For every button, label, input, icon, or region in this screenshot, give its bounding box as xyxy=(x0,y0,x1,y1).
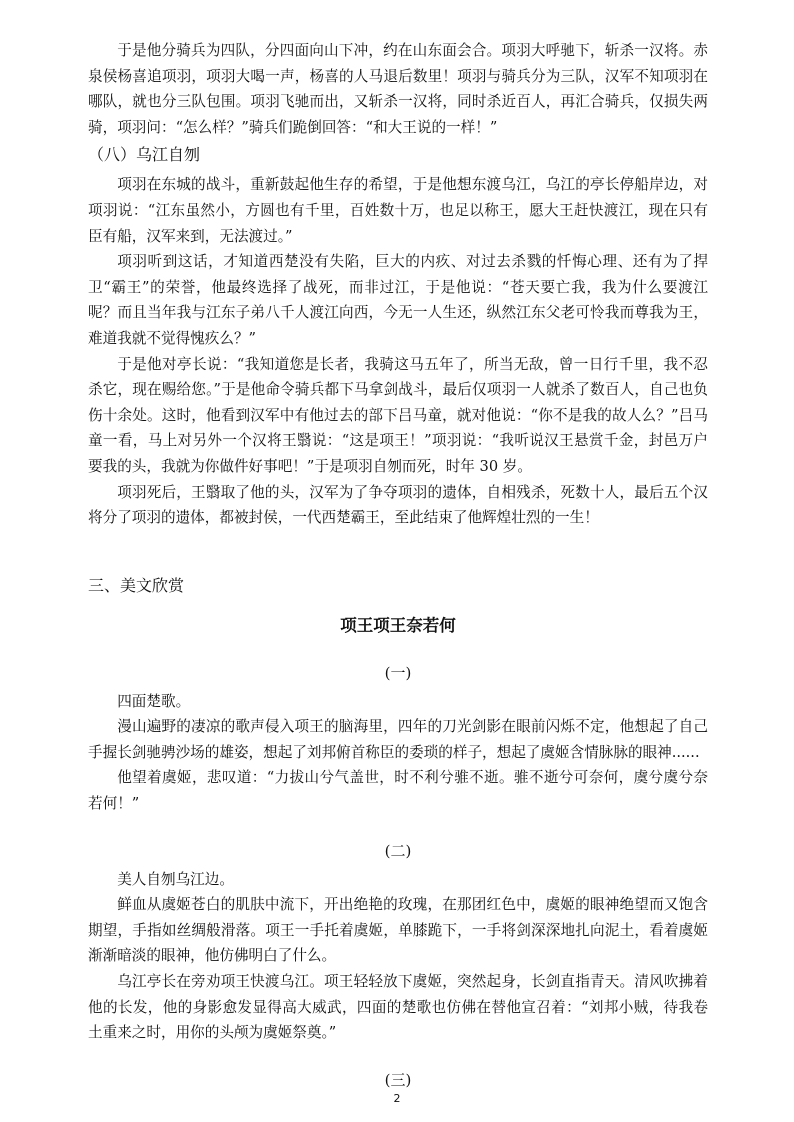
paragraph-part1-1: 四面楚歌。 xyxy=(117,692,191,710)
paragraph-part1-2: 漫山遍野的凄凉的歌声侵入项王的脑海里，四年的刀光剑影在眼前闪烁不定，他想起了自己手握长剑驰骋沙场的雄姿，想起了刘邦俯首称臣的委琐的样子，想起了虞姬含情脉脉的眼神...... xyxy=(88,718,708,761)
part-label-3: (三) xyxy=(384,1070,412,1089)
paragraph-battle-end: 于是他分骑兵为四队，分四面向山下冲，约在山东面会合。项羽大呼驰下，斩杀一汉将。赤泉侯杨喜追项羽，项羽大喝一声，杨喜的人马退后数里！项羽与骑兵分为三队，汉军不知项羽在哪队，就也分三队包围。项羽飞驰而出，又斩杀一汉将，同时杀近百人，再汇合骑兵，仅损失两骑，项羽问：“怎么样？”骑兵们跪倒回答：“和大王说的一样！” xyxy=(88,42,708,136)
paragraph-part1-3: 他望着虞姬，悲叹道：“力拔山兮气盖世，时不利兮骓不逝。骓不逝兮可奈何，虞兮虞兮奈若何！” xyxy=(88,769,708,813)
article-title: 项王项王奈若何 xyxy=(340,615,456,635)
section-heading-appreciation: 三、美文欣赏 xyxy=(88,575,185,595)
paragraph-wujiang-4: 项羽死后，王翳取了他的头，汉军为了争夺项羽的遗体，自相残杀，死数十人，最后五个汉将分了项羽的遗体，都被封侯，一代西楚霸王，至此结束了他辉煌壮烈的一生！ xyxy=(88,483,708,527)
paragraph-wujiang-3: 于是他对亭长说：“我知道您是长者，我骑这马五年了，所当无敌，曾一日行千里，我不忍杀它，现在赐给您。”于是他命令骑兵都下马拿剑战斗，最后仅项羽一人就杀了数百人，自己也负伤十余处。这时，他看到汉军中有他过去的部下吕马童，就对他说：“你不是我的故人么？”吕马童一看，马上对另外一个汉将王翳说：“这是项王！”项羽说：“我听说汉王悬赏千金，封邑万户要我的头，我就为你做件好事吧！”于是项羽自刎而死，时年 30 岁。 xyxy=(88,355,708,475)
paragraph-part2-3: 乌江亭长在旁劝项王快渡乌江。项王轻轻放下虞姬，突然起身，长剑直指青天。清风吹拂着他的长发，他的身影愈发显得高大威武，四面的楚歌也仿佛在替他宣召着：“刘邦小贼，待我卷土重来之时，用你的头颅为虞姬祭奠。” xyxy=(88,973,708,1042)
part-label-2: (二) xyxy=(384,841,412,860)
section-heading-wujiang: （八）乌江自刎 xyxy=(88,145,201,165)
part-label-1: (一) xyxy=(384,663,412,682)
page-number: 2 xyxy=(393,1092,401,1105)
paragraph-wujiang-1: 项羽在东城的战斗，重新鼓起他生存的希望，于是他想东渡乌江，乌江的亭长停船岸边，对项羽说：“江东虽然小，方圆也有千里，百姓数十万，也足以称王，愿大王赶快渡江，现在只有臣有船，汉军来到，无法渡过。” xyxy=(88,176,708,245)
paragraph-part2-2: 鲜血从虞姬苍白的肌肤中流下，开出绝艳的玫瑰，在那团红色中，虞姬的眼神绝望而又饱含期望，手指如丝绸般滑落。项王一手托着虞姬，单膝跪下，一手将剑深深地扎向泥土，看着虞姬渐渐暗淡的眼神，他仿佛明白了什么。 xyxy=(88,896,708,965)
document-page xyxy=(88,38,708,1096)
paragraph-wujiang-2: 项羽听到这话，才知道西楚没有失陷，巨大的内疚、对过去杀戮的忏悔心理、还有为了捍卫“霸王”的荣誉，他最终选择了战死，而非过江，于是他说：“苍天要亡我，我为什么要渡江呢？而且当年我与江东子弟八千人渡江向西，今无一人生还，纵然江东父老可怜我而尊我为王，难道我就不觉得愧疚么？” xyxy=(88,253,708,347)
paragraph-part2-1: 美人自刎乌江边。 xyxy=(117,870,234,888)
